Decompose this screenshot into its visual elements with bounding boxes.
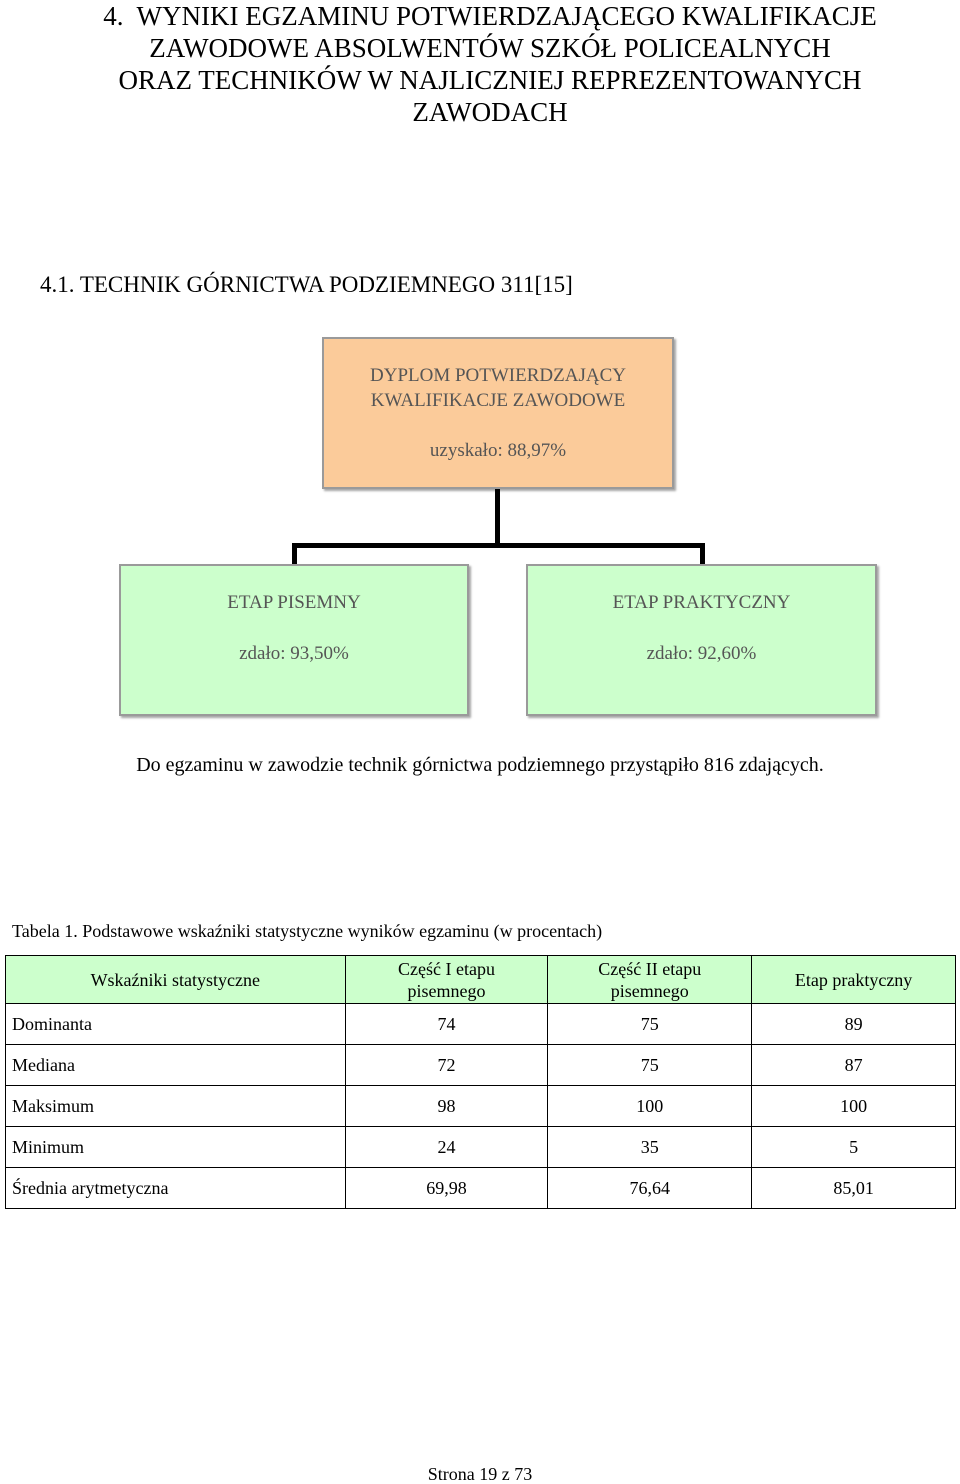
header-practical: Etap praktyczny [752,956,956,1004]
cell-value: 85,01 [752,1168,956,1209]
cell-value: 89 [752,1004,956,1045]
table-caption: Tabela 1. Podstawowe wskaźniki statystyczne wyników egzaminu (w procentach) [12,921,603,941]
subsection-heading: 4.1. TECHNIK GÓRNICTWA PODZIEMNEGO 311[15] [40,272,573,297]
row-label: Dominanta [6,1004,346,1045]
connector-left-drop [292,543,297,564]
table-row [6,1004,956,1045]
statistics-table [5,955,956,1209]
cell-value: 100 [752,1086,956,1127]
cell-value: 74 [345,1004,548,1045]
cell-value: 72 [345,1045,548,1086]
cell-value: 69,98 [345,1168,548,1209]
connector-right-drop [700,543,705,564]
diploma-box-line-1: DYPLOM POTWIERDZAJĄCY [370,365,626,386]
written-stage-title: ETAP PISEMNY [227,592,361,613]
section-heading [40,0,940,128]
cell-value: 100 [548,1086,752,1127]
written-stage-box [119,564,469,716]
written-stage-result: zdało: 93,50% [239,643,349,664]
cell-value: 75 [548,1004,752,1045]
cell-value: 98 [345,1086,548,1127]
cell-value: 5 [752,1127,956,1168]
row-label: Maksimum [6,1086,346,1127]
table-row [6,1127,956,1168]
practical-stage-result: zdało: 92,60% [646,643,757,664]
connector-vertical-main [495,489,500,545]
cell-value: 35 [548,1127,752,1168]
table-row [6,1045,956,1086]
row-label: Średnia arytmetyczna [6,1168,346,1209]
practical-stage-box [526,564,877,716]
heading-line-3: ORAZ TECHNIKÓW W NAJLICZNIEJ REPREZENTOWANYCH [118,65,862,95]
table-row [6,1168,956,1209]
diploma-box-line-2: KWALIFIKACJE ZAWODOWE [370,390,626,411]
cell-value: 87 [752,1045,956,1086]
cell-value: 24 [345,1127,548,1168]
table-header-row [6,956,956,1004]
header-written-part-2: Część II etapu pisemnego [548,956,752,1004]
practical-stage-title: ETAP PRAKTYCZNY [612,592,791,613]
heading-line-1: 4. WYNIKI EGZAMINU POTWIERDZAJĄCEGO KWALIFIKACJE [103,1,877,31]
row-label: Minimum [6,1127,346,1168]
header-indicators: Wskaźniki statystyczne [6,956,346,1004]
table-row [6,1086,956,1127]
diploma-box [322,337,674,489]
page-number: Strona 19 z 73 [427,1464,533,1484]
connector-horizontal [292,543,705,548]
row-label: Mediana [6,1045,346,1086]
exam-participants-text: Do egzaminu w zawodzie technik górnictwa podziemnego przystąpiło 816 zdających. [136,754,824,776]
diploma-box-result: uzyskało: 88,97% [429,440,567,461]
heading-line-4: ZAWODACH [412,97,568,127]
cell-value: 76,64 [548,1168,752,1209]
header-written-part-1: Część I etapu pisemnego [345,956,548,1004]
heading-line-2: ZAWODOWE ABSOLWENTÓW SZKÓŁ POLICEALNYCH [149,33,831,63]
cell-value: 75 [548,1045,752,1086]
